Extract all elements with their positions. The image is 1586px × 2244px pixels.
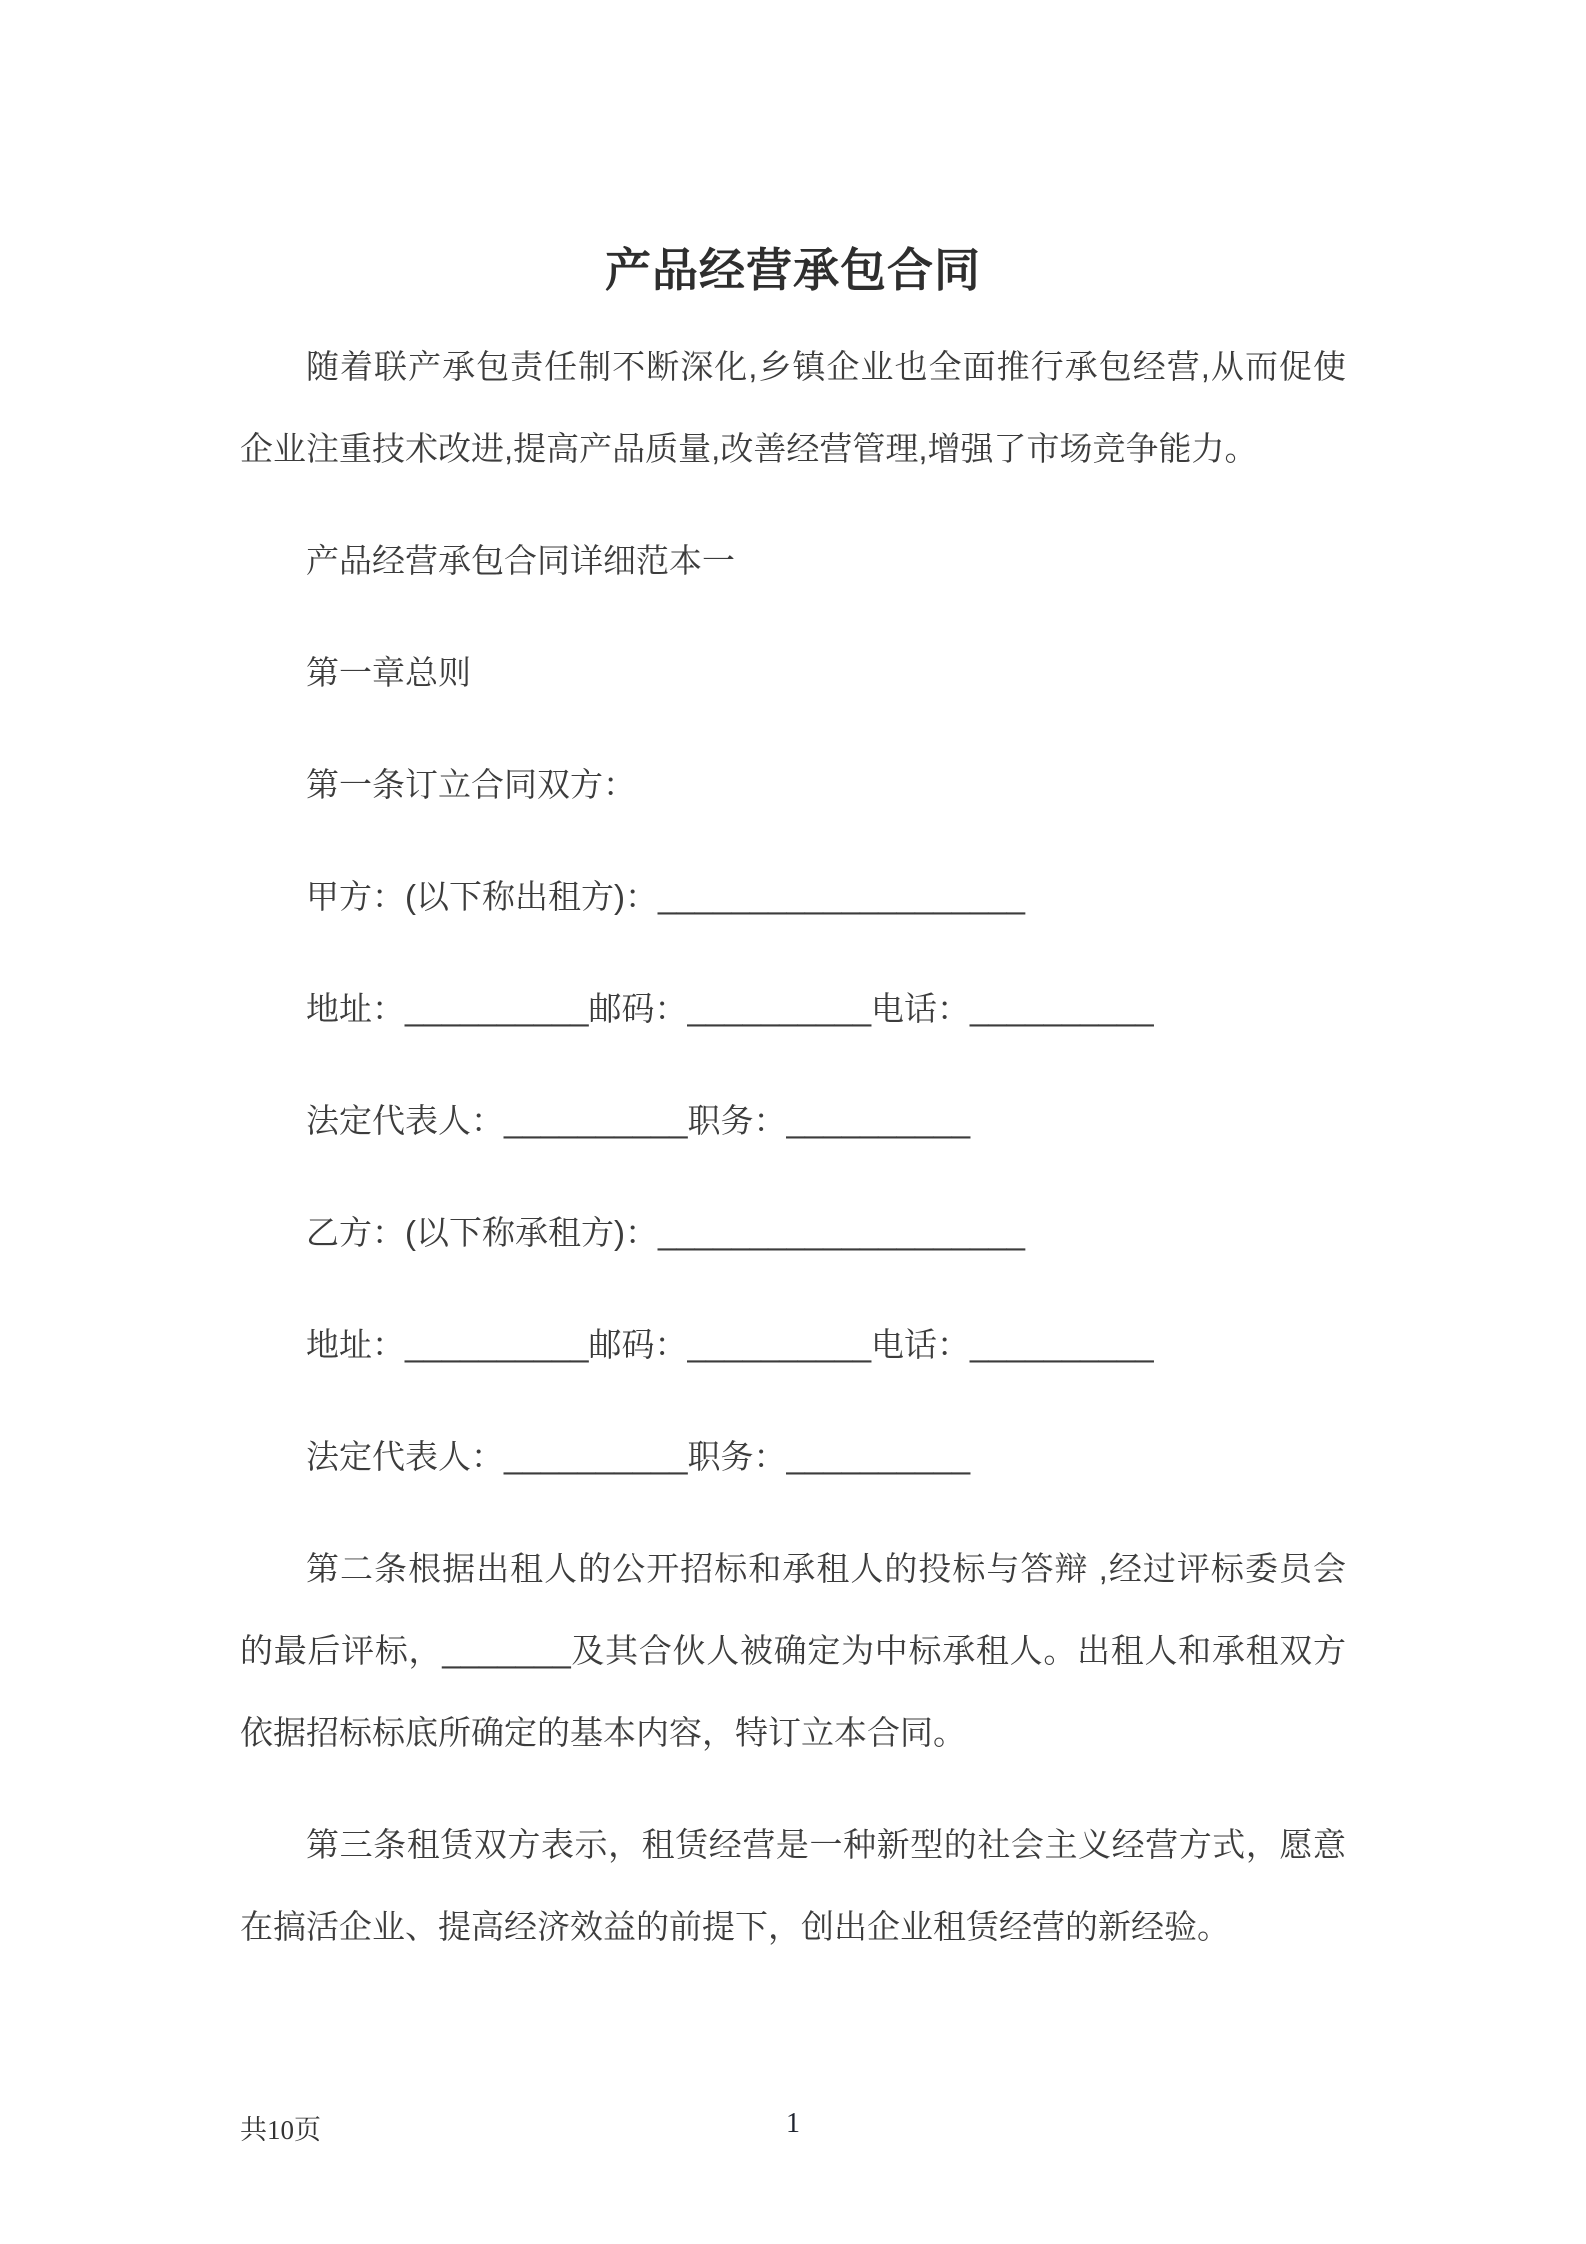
page-number: 1 — [786, 2108, 800, 2139]
total-pages-label: 共10页 — [240, 2115, 321, 2145]
document-body — [240, 0, 1346, 1998]
paragraph: 地址：__________邮码：__________电话：__________ — [306, 990, 1154, 1027]
paragraph-list — [240, 326, 1346, 1968]
paragraph: 产品经营承包合同详细范本一 — [306, 542, 735, 579]
paragraph: 甲方：(以下称出租方)：____________________ — [306, 878, 1026, 915]
paragraph: 乙方：(以下称承租方)：____________________ — [306, 1214, 1026, 1251]
paragraph: 随着联产承包责任制不断深化,乡镇企业也全面推行承包经营,从而促使企业注重技术改进,提高产品质量,改善经营管理,增强了市场竞争能力。 — [240, 348, 1346, 467]
document-title: 产品经营承包合同 — [605, 244, 981, 296]
paragraph: 第二条根据出租人的公开招标和承租人的投标与答辩 ,经过评标委员会的最后评标，_______及其合伙人被确定为中标承租人。出租人和承租双方依据招标标底所确定的基本内容，特订立本合同。 — [240, 1550, 1346, 1751]
paragraph: 地址：__________邮码：__________电话：__________ — [306, 1326, 1154, 1363]
paragraph: 第一章总则 — [306, 654, 471, 691]
paragraph: 第三条租赁双方表示，租赁经营是一种新型的社会主义经营方式，愿意在搞活企业、提高经济效益的前提下，创出企业租赁经营的新经验。 — [240, 1826, 1346, 1945]
paragraph: 法定代表人：__________职务：__________ — [306, 1102, 971, 1139]
paragraph: 第一条订立合同双方： — [306, 766, 636, 803]
page-footer — [240, 2108, 1346, 2148]
paragraph: 法定代表人：__________职务：__________ — [306, 1438, 971, 1475]
